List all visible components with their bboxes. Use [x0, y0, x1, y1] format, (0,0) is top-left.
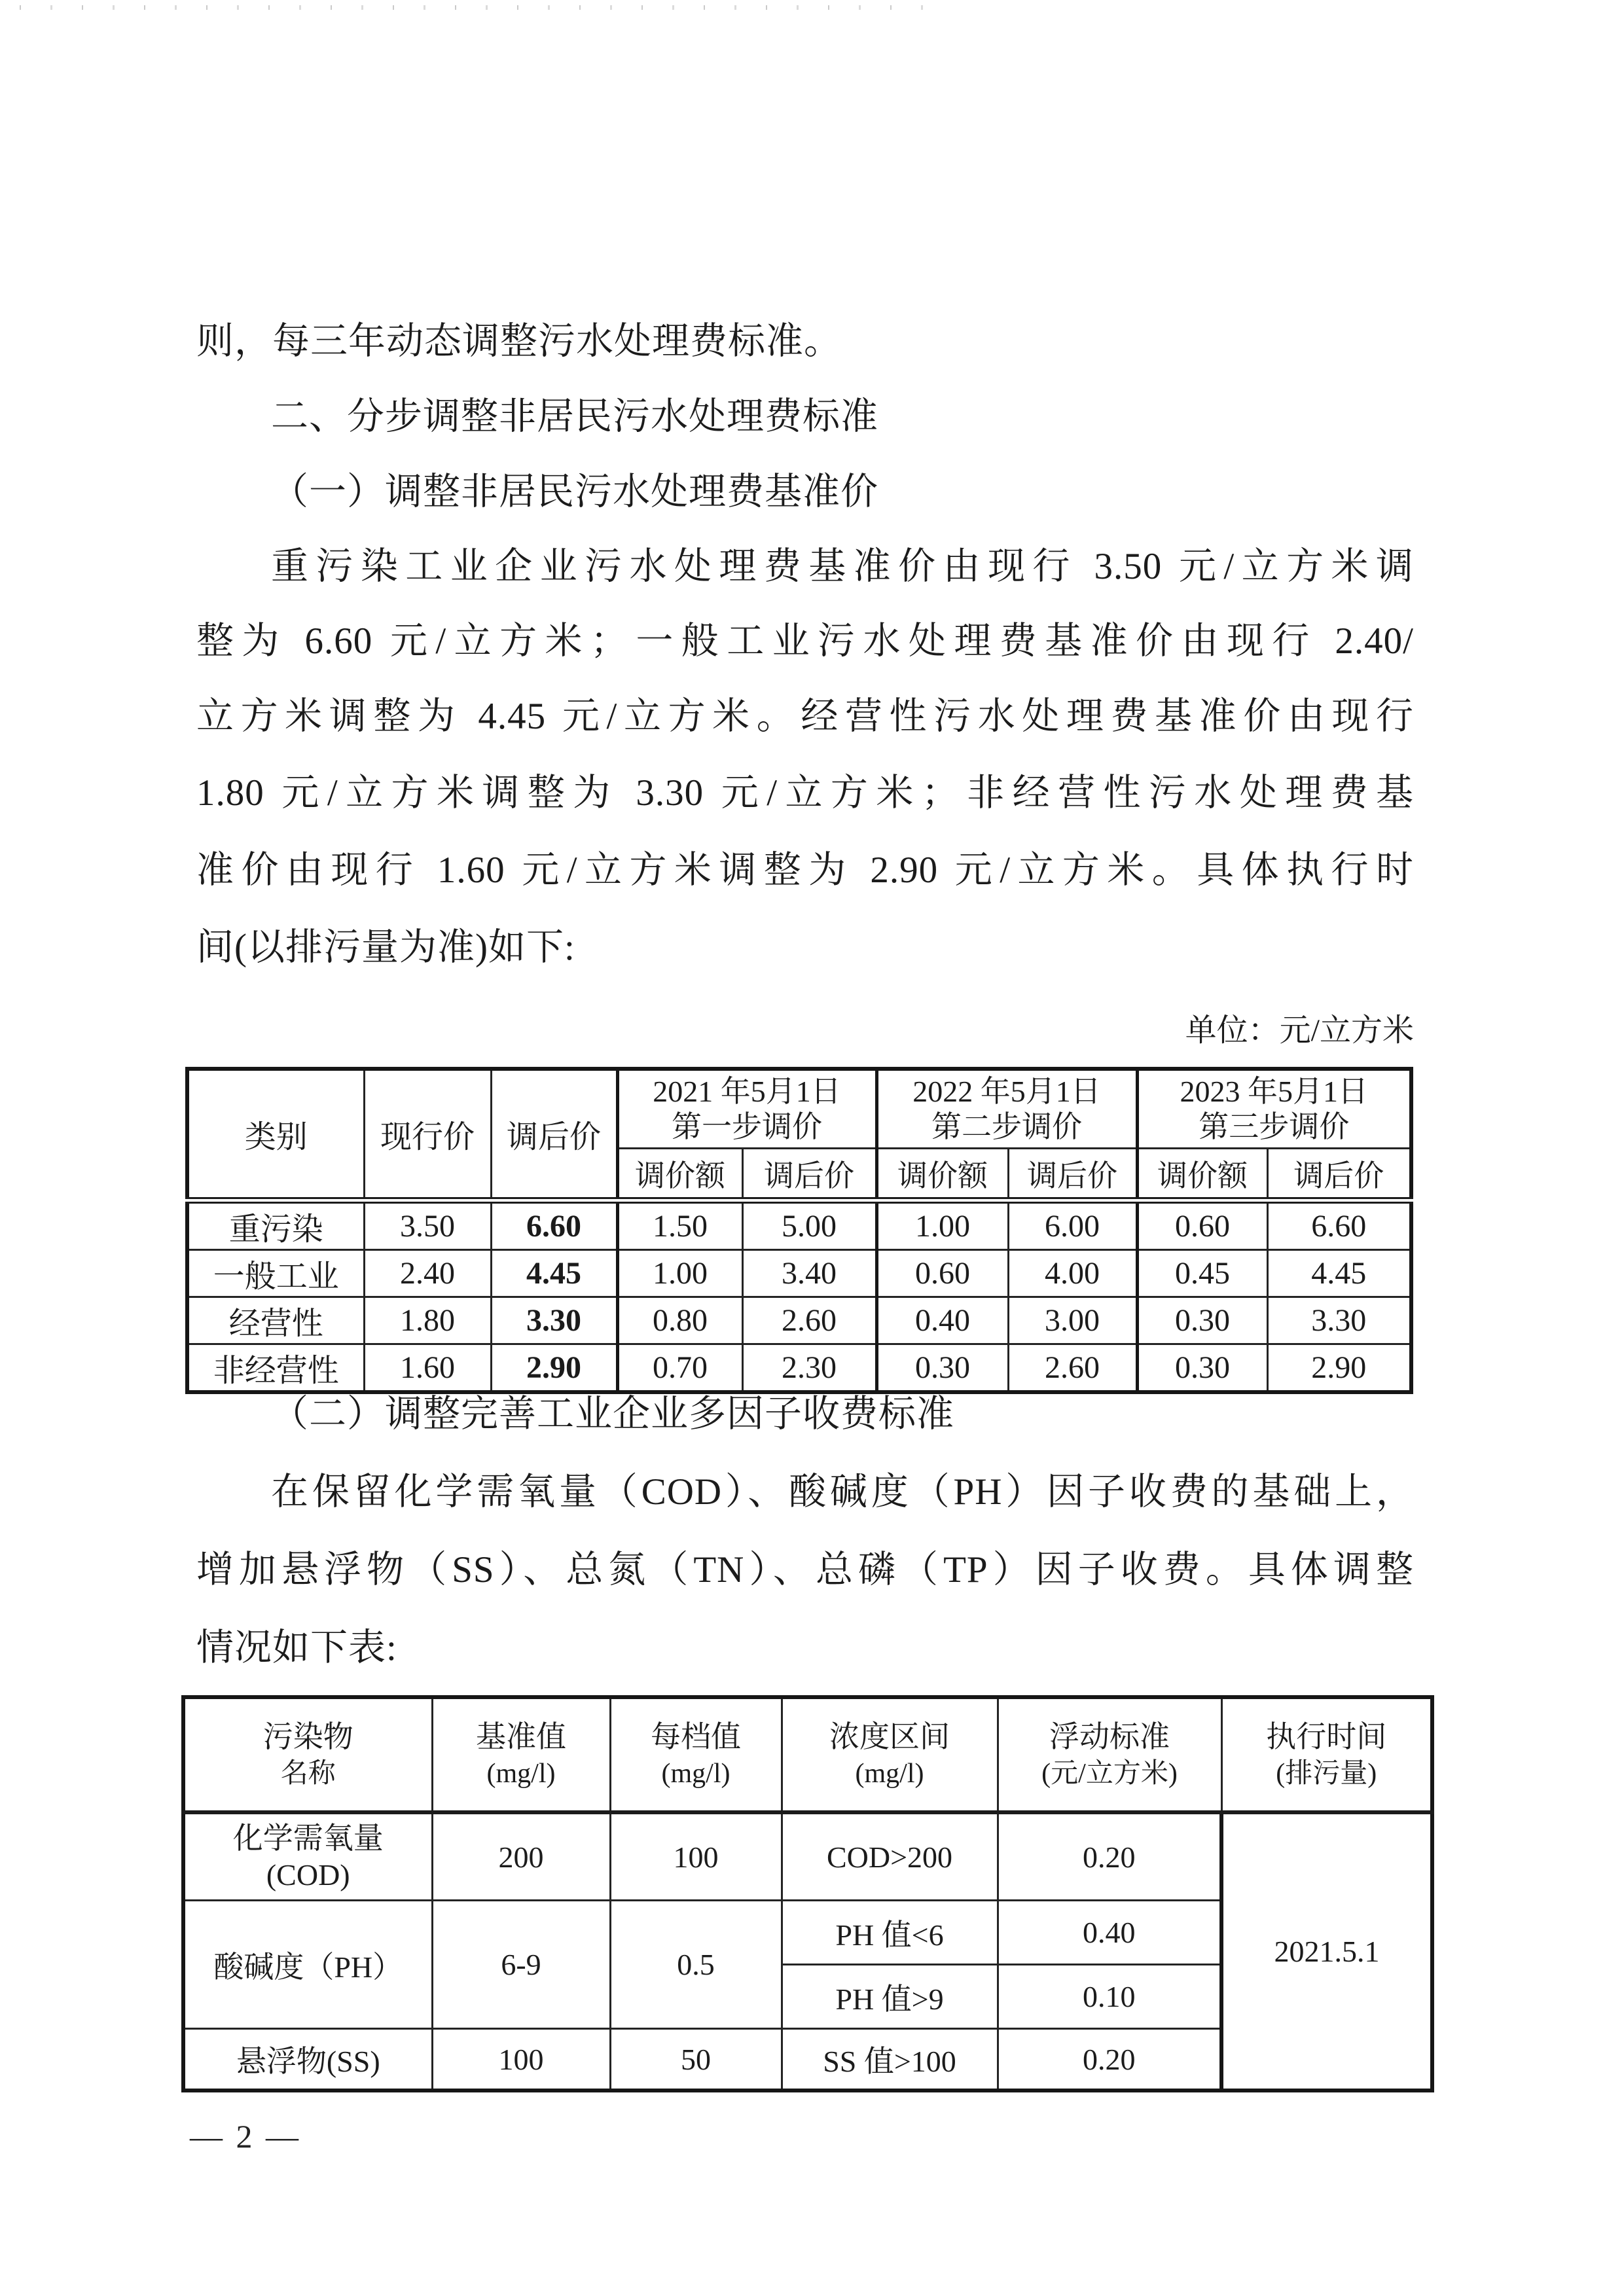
t2-header-base: [432, 1697, 610, 1812]
t2-header-pollutant-sub: 名称: [280, 1759, 336, 1789]
t1-cell: 6.60: [491, 1200, 617, 1250]
t1-row-label: 经营性: [187, 1297, 364, 1344]
table-unit-note: 单位：元/立方米: [1185, 1013, 1414, 1048]
body-line-continuation: 则，每三年动态调整污水处理费标准。: [196, 321, 842, 362]
t1-row-label: 重污染: [187, 1200, 364, 1250]
t1-header-step3: [1137, 1069, 1411, 1149]
t2-cod-name-sub: (COD): [266, 1858, 350, 1892]
t2-cell: 50: [610, 2029, 782, 2091]
t2-header-base-title: 基准值: [476, 1720, 566, 1753]
body-line: 1.80 元/立方米调整为 3.30 元/立方米；非经营性污水处理费基: [196, 772, 1414, 814]
t1-cell: 3.30: [491, 1297, 617, 1344]
t1-cell: 0.70: [617, 1344, 742, 1393]
t1-cell: 2.40: [364, 1250, 491, 1297]
t2-cell: PH 值<6: [782, 1901, 998, 1965]
t1-step1-date: 2021 年5月1日: [653, 1074, 841, 1108]
t1-header-current-price: 现行价: [364, 1069, 491, 1200]
t2-header-per-step-title: 每档值: [651, 1720, 741, 1753]
t2-header-per-step: [610, 1697, 782, 1812]
t2-ss-name: 悬浮物(SS): [183, 2029, 432, 2091]
t1-cell: 0.80: [617, 1297, 742, 1344]
t1-row-label: 一般工业: [187, 1250, 364, 1297]
t1-cell: 0.45: [1137, 1250, 1267, 1297]
body-line: 在保留化学需氧量（COD）、酸碱度（PH）因子收费的基础上，: [271, 1471, 1414, 1513]
t2-header-per-step-unit: (mg/l): [661, 1759, 731, 1789]
t2-cell: 200: [432, 1812, 610, 1901]
t2-ph-name: 酸碱度（PH）: [183, 1901, 432, 2029]
t1-step2-name: 第二步调价: [931, 1109, 1082, 1143]
t1-cell: 2.90: [1267, 1344, 1411, 1393]
t1-cell: 1.00: [876, 1200, 1008, 1250]
price-adjustment-table: [185, 1067, 1413, 1394]
t2-header-exec-time: [1221, 1697, 1432, 1812]
scan-noise-artifact: [20, 5, 923, 10]
t1-subheader-amount: 调价额: [1137, 1149, 1267, 1201]
t2-exec-time-cell: 2021.5.1: [1221, 1812, 1432, 2090]
t1-cell: 3.30: [1267, 1297, 1411, 1344]
t2-header-float-rate-unit: (元/立方米): [1041, 1759, 1178, 1789]
t1-cell: 4.45: [1267, 1250, 1411, 1297]
t1-row-label: 非经营性: [187, 1344, 364, 1393]
t1-subheader-after: 调后价: [742, 1149, 876, 1201]
t1-cell: 0.30: [1137, 1344, 1267, 1393]
t2-cell: SS 值>100: [782, 2029, 998, 2091]
t2-header-range-unit: (mg/l): [855, 1759, 924, 1789]
t2-header-float-rate: [998, 1697, 1221, 1812]
t1-cell: 3.50: [364, 1200, 491, 1250]
t2-cell: PH 值>9: [782, 1965, 998, 2029]
t1-cell: 0.60: [876, 1250, 1008, 1297]
t2-cell: 100: [610, 1812, 782, 1901]
t1-step1-name: 第一步调价: [672, 1109, 822, 1143]
body-line: 立方米调整为 4.45 元/立方米。经营性污水处理费基准价由现行: [196, 696, 1414, 737]
t1-cell: 6.60: [1267, 1200, 1411, 1250]
t1-cell: 0.60: [1137, 1200, 1267, 1250]
t1-cell: 0.40: [876, 1297, 1008, 1344]
t2-header-exec-time-unit: (排污量): [1276, 1759, 1377, 1789]
body-line: 整为 6.60 元/立方米；一般工业污水处理费基准价由现行 2.40/: [196, 620, 1414, 662]
section-heading-2-1: （一）调整非居民污水处理费基准价: [271, 471, 878, 512]
t1-subheader-amount: 调价额: [876, 1149, 1008, 1201]
t2-header-exec-time-title: 执行时间: [1266, 1720, 1387, 1753]
t2-header-pollutant: [183, 1697, 432, 1812]
t2-cell: 6-9: [432, 1901, 610, 2029]
t2-header-range-title: 浓度区间: [829, 1720, 950, 1753]
t2-cell: 0.20: [998, 1812, 1221, 1901]
t1-cell: 2.60: [1008, 1344, 1137, 1393]
t2-cell: 100: [432, 2029, 610, 2091]
body-line: 准价由现行 1.60 元/立方米调整为 2.90 元/立方米。具体执行时: [196, 850, 1414, 891]
section-heading-2: 二、分步调整非居民污水处理费标准: [271, 396, 878, 437]
t2-cell: COD>200: [782, 1812, 998, 1901]
t1-cell: 4.45: [491, 1250, 617, 1297]
t1-header-adjusted-price: 调后价: [491, 1069, 617, 1200]
section-heading-2-2: （二）调整完善工业企业多因子收费标准: [271, 1393, 954, 1435]
t1-cell: 3.00: [1008, 1297, 1137, 1344]
t1-cell: 1.00: [617, 1250, 742, 1297]
t2-cell: 0.10: [998, 1965, 1221, 2029]
t2-cell: 0.20: [998, 2029, 1221, 2091]
t2-cell: 0.40: [998, 1901, 1221, 1965]
t1-subheader-after: 调后价: [1267, 1149, 1411, 1201]
body-line: 增加悬浮物（SS）、总氮（TN）、总磷（TP）因子收费。具体调整: [196, 1549, 1414, 1590]
t1-cell: 5.00: [742, 1200, 876, 1250]
t1-step2-date: 2022 年5月1日: [912, 1074, 1101, 1108]
t1-cell: 2.30: [742, 1344, 876, 1393]
t1-cell: 0.30: [1137, 1297, 1267, 1344]
t2-cod-name-main: 化学需氧量: [232, 1821, 384, 1855]
t2-header-range: [782, 1697, 998, 1812]
t1-cell: 0.30: [876, 1344, 1008, 1393]
t1-header-category: 类别: [187, 1069, 364, 1200]
t1-cell: 1.60: [364, 1344, 491, 1393]
t1-cell: 4.00: [1008, 1250, 1137, 1297]
body-line: 间(以排污量为准)如下:: [196, 927, 575, 968]
t2-header-float-rate-title: 浮动标准: [1049, 1720, 1170, 1753]
t1-cell: 6.00: [1008, 1200, 1137, 1250]
t1-subheader-after: 调后价: [1008, 1149, 1137, 1201]
t1-cell: 3.40: [742, 1250, 876, 1297]
t1-cell: 2.90: [491, 1344, 617, 1393]
multi-factor-table: [181, 1695, 1434, 2092]
t2-cell: 0.5: [610, 1901, 782, 2029]
t1-header-step1: [617, 1069, 876, 1149]
t1-step3-date: 2023 年5月1日: [1180, 1074, 1368, 1108]
t2-header-base-unit: (mg/l): [486, 1759, 556, 1789]
body-line: 重污染工业企业污水处理费基准价由现行 3.50 元/立方米调: [271, 546, 1414, 587]
t1-step3-name: 第三步调价: [1199, 1109, 1350, 1143]
t1-cell: 2.60: [742, 1297, 876, 1344]
t1-subheader-amount: 调价额: [617, 1149, 742, 1201]
t1-cell: 1.80: [364, 1297, 491, 1344]
t2-cod-name: [183, 1812, 432, 1901]
page-number: — 2 —: [190, 2118, 301, 2155]
t2-header-pollutant-title: 污染物: [262, 1720, 353, 1753]
t1-header-step2: [876, 1069, 1137, 1149]
t1-cell: 1.50: [617, 1200, 742, 1250]
body-line: 情况如下表:: [196, 1627, 397, 1668]
